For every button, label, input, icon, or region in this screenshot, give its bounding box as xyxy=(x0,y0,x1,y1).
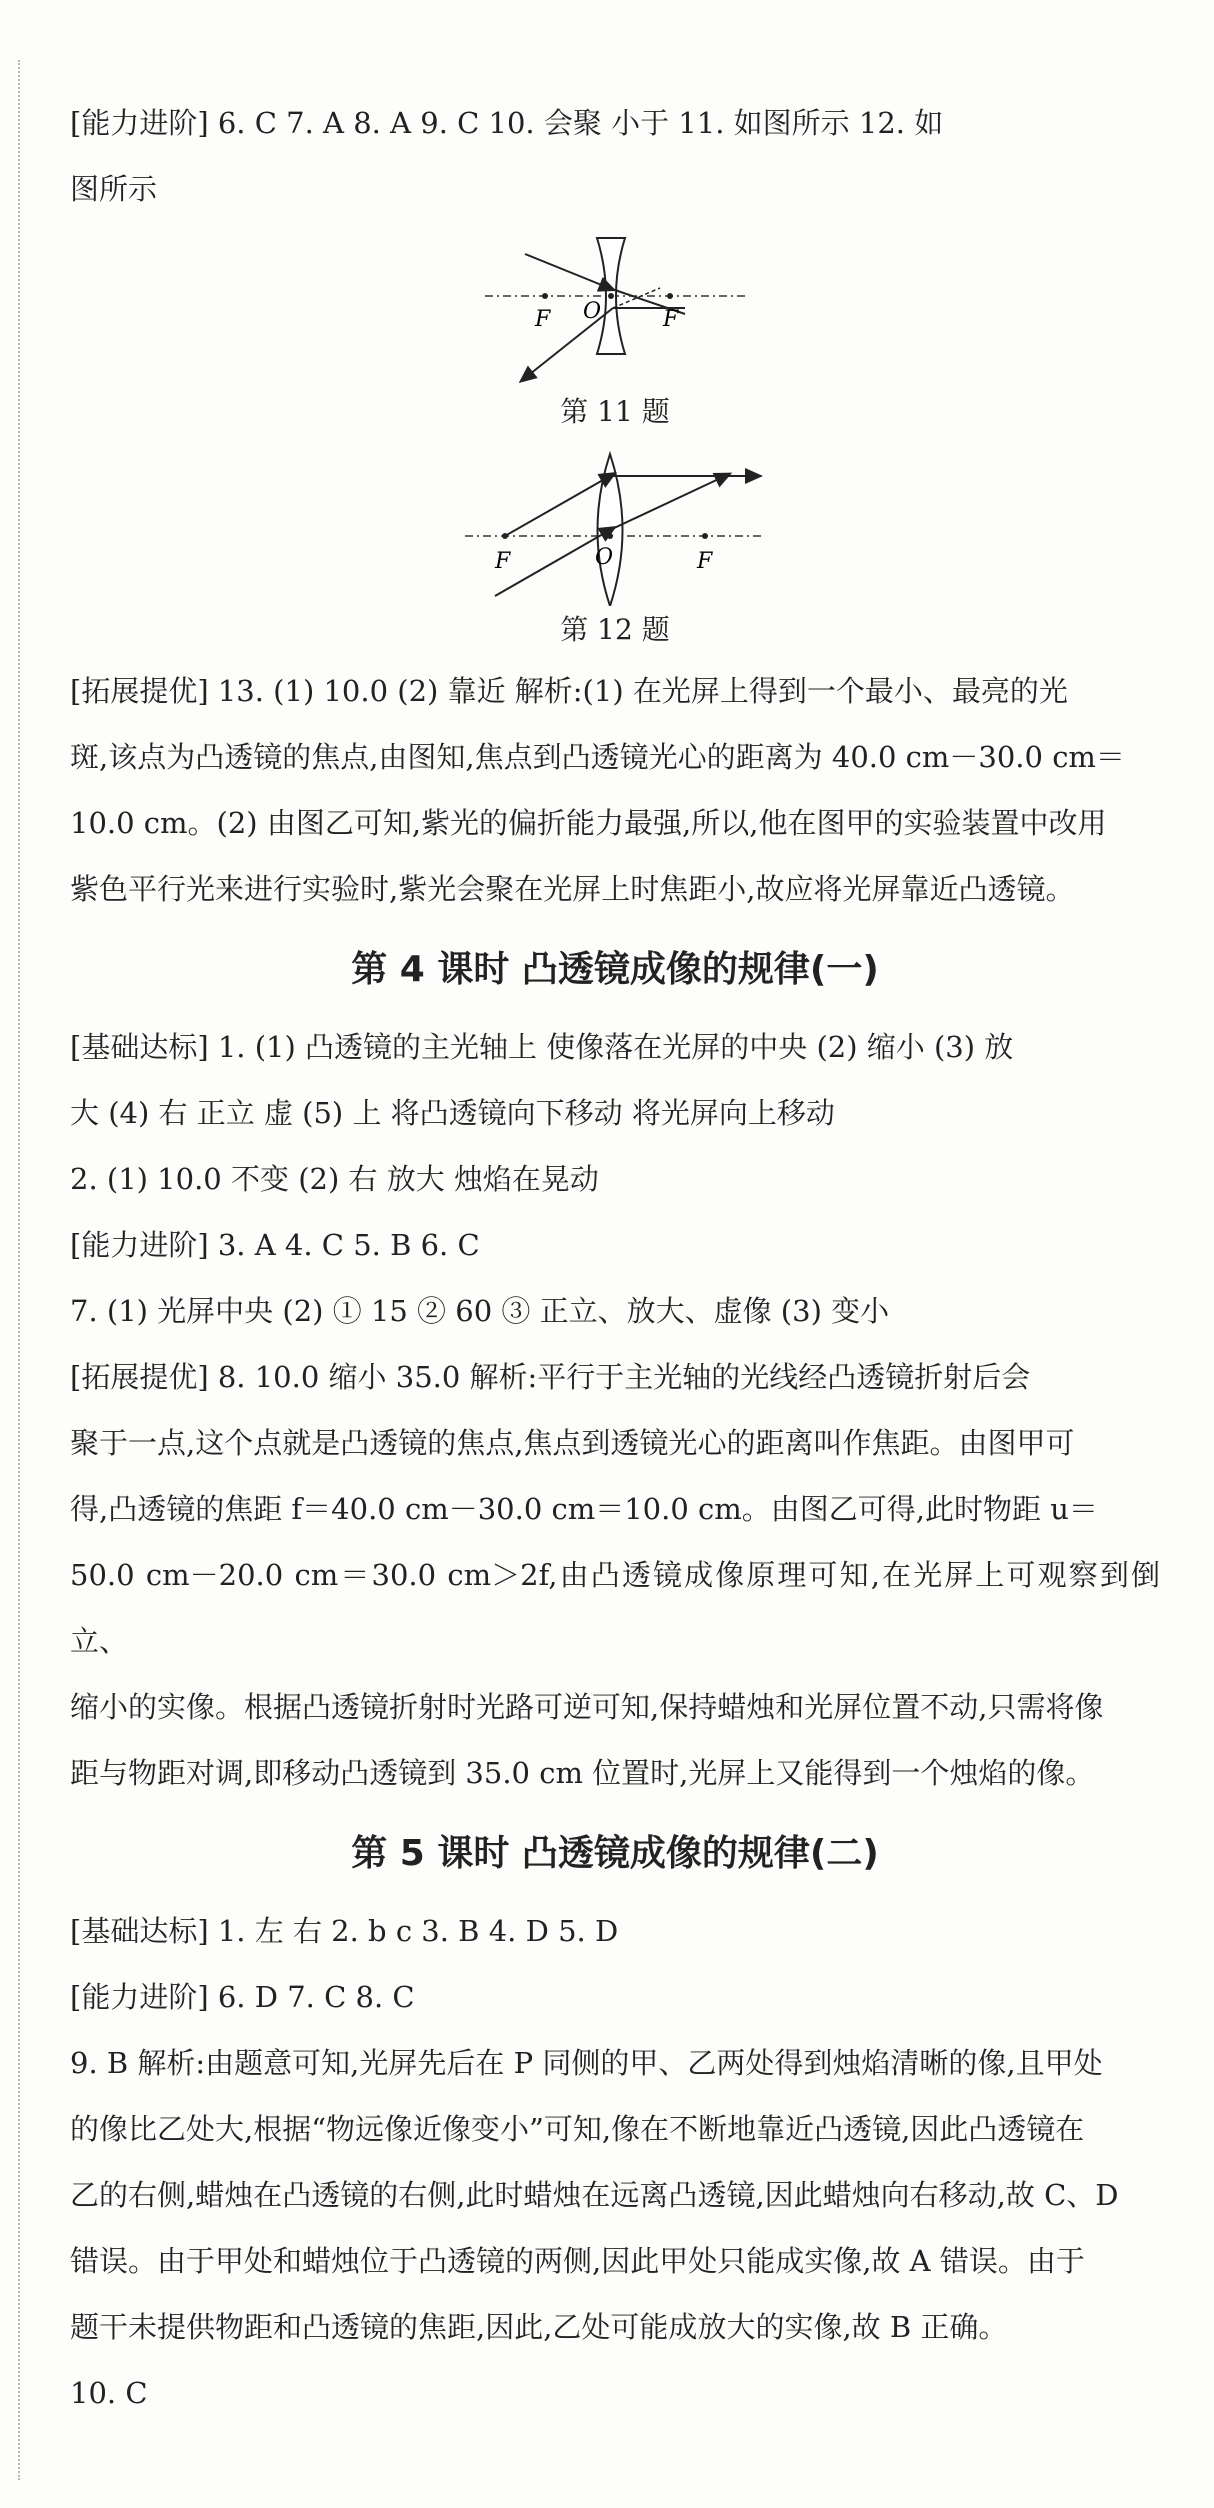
text-line: 斑,该点为凸透镜的焦点,由图知,焦点到凸透镜光心的距离为 40.0 cm－30.0 cm＝ xyxy=(70,740,1125,774)
text-line: 紫色平行光来进行实验时,紫光会聚在光屏上时焦距小,故应将光屏靠近凸透镜。 xyxy=(70,872,1075,906)
text-line: 题干未提供物距和凸透镜的焦距,因此,乙处可能成放大的实像,故 B 正确。 xyxy=(70,2310,1008,2344)
convex-lens-diagram xyxy=(465,446,765,606)
figure-caption: 第 12 题 xyxy=(560,613,670,646)
center-label: O xyxy=(583,299,602,324)
concave-lens-diagram xyxy=(485,228,745,388)
text-line: 聚于一点,这个点就是凸透镜的焦点,焦点到透镜光心的距离叫作焦距。由图甲可 xyxy=(70,1426,1075,1460)
text-line: [拓展提优] 13. (1) 10.0 (2) 靠近 解析:(1) 在光屏上得到一个最小、最亮的光 xyxy=(70,674,1068,708)
text-line: [能力进阶] 3. A 4. C 5. B 6. C xyxy=(70,1228,480,1262)
lesson-5-block xyxy=(70,1898,1160,2426)
figure-12 xyxy=(70,446,1160,650)
text-line: [能力进阶] 6. C 7. A 8. A 9. C 10. 会聚 小于 11. 如图所示 12. 如 xyxy=(70,106,944,140)
lesson-4-block xyxy=(70,1014,1160,1806)
text-line: 的像比乙处大,根据“物远像近像变小”可知,像在不断地靠近凸透镜,因此凸透镜在 xyxy=(70,2112,1085,2146)
figure-11 xyxy=(70,228,1160,432)
figure-caption: 第 11 题 xyxy=(560,395,670,428)
focus-label-left: F xyxy=(495,549,511,574)
text-line: [拓展提优] 8. 10.0 缩小 35.0 解析:平行于主光轴的光线经凸透镜折射后会 xyxy=(70,1360,1031,1394)
lesson-5-title: 第 5 课时 凸透镜成像的规律(二) xyxy=(351,1833,879,1874)
ability-section-block xyxy=(70,90,1160,222)
text-line: 乙的右侧,蜡烛在凸透镜的右侧,此时蜡烛在远离凸透镜,因此蜡烛向右移动,故 C、D xyxy=(70,2178,1119,2212)
center-label: O xyxy=(595,545,614,570)
text-line: 50.0 cm－20.0 cm＝30.0 cm＞2f,由凸透镜成像原理可知,在光屏上可观察到倒立、 xyxy=(70,1558,1160,1658)
text-line: 大 (4) 右 正立 虚 (5) 上 将凸透镜向下移动 将光屏向上移动 xyxy=(70,1096,835,1130)
margin-dotted-line xyxy=(18,60,20,2480)
lesson-4-title: 第 4 课时 凸透镜成像的规律(一) xyxy=(351,949,879,990)
text-line: 缩小的实像。根据凸透镜折射时光路可逆可知,保持蜡烛和光屏位置不动,只需将像 xyxy=(70,1690,1104,1724)
text-line: 图所示 xyxy=(70,172,158,206)
text-line: [基础达标] 1. (1) 凸透镜的主光轴上 使像落在光屏的中央 (2) 缩小 (3) 放 xyxy=(70,1030,1014,1064)
text-line: 距与物距对调,即移动凸透镜到 35.0 cm 位置时,光屏上又能得到一个烛焰的像。 xyxy=(70,1756,1095,1790)
text-line: 10.0 cm。(2) 由图乙可知,紫光的偏折能力最强,所以,他在图甲的实验装置中改用 xyxy=(70,806,1107,840)
text-line: 得,凸透镜的焦距 f＝40.0 cm－30.0 cm＝10.0 cm。由图乙可得,此时物距 u＝ xyxy=(70,1492,1098,1526)
extension-section-block xyxy=(70,658,1160,922)
text-line: 9. B 解析:由题意可知,光屏先后在 P 同侧的甲、乙两处得到烛焰清晰的像,且甲处 xyxy=(70,2046,1103,2080)
focus-label-right: F xyxy=(697,549,713,574)
text-line: 错误。由于甲处和蜡烛位于凸透镜的两侧,因此甲处只能成实像,故 A 错误。由于 xyxy=(70,2244,1085,2278)
focus-label-right: F xyxy=(663,307,679,332)
text-line: 7. (1) 光屏中央 (2) ① 15 ② 60 ③ 正立、放大、虚像 (3) 变小 xyxy=(70,1294,890,1328)
text-line: [基础达标] 1. 左 右 2. b c 3. B 4. D 5. D xyxy=(70,1914,619,1948)
text-line: [能力进阶] 6. D 7. C 8. C xyxy=(70,1980,415,2014)
answer-page xyxy=(70,90,1160,2426)
focus-label-left: F xyxy=(535,307,551,332)
text-line: 10. C xyxy=(70,2376,148,2410)
text-line: 2. (1) 10.0 不变 (2) 右 放大 烛焰在晃动 xyxy=(70,1162,599,1196)
